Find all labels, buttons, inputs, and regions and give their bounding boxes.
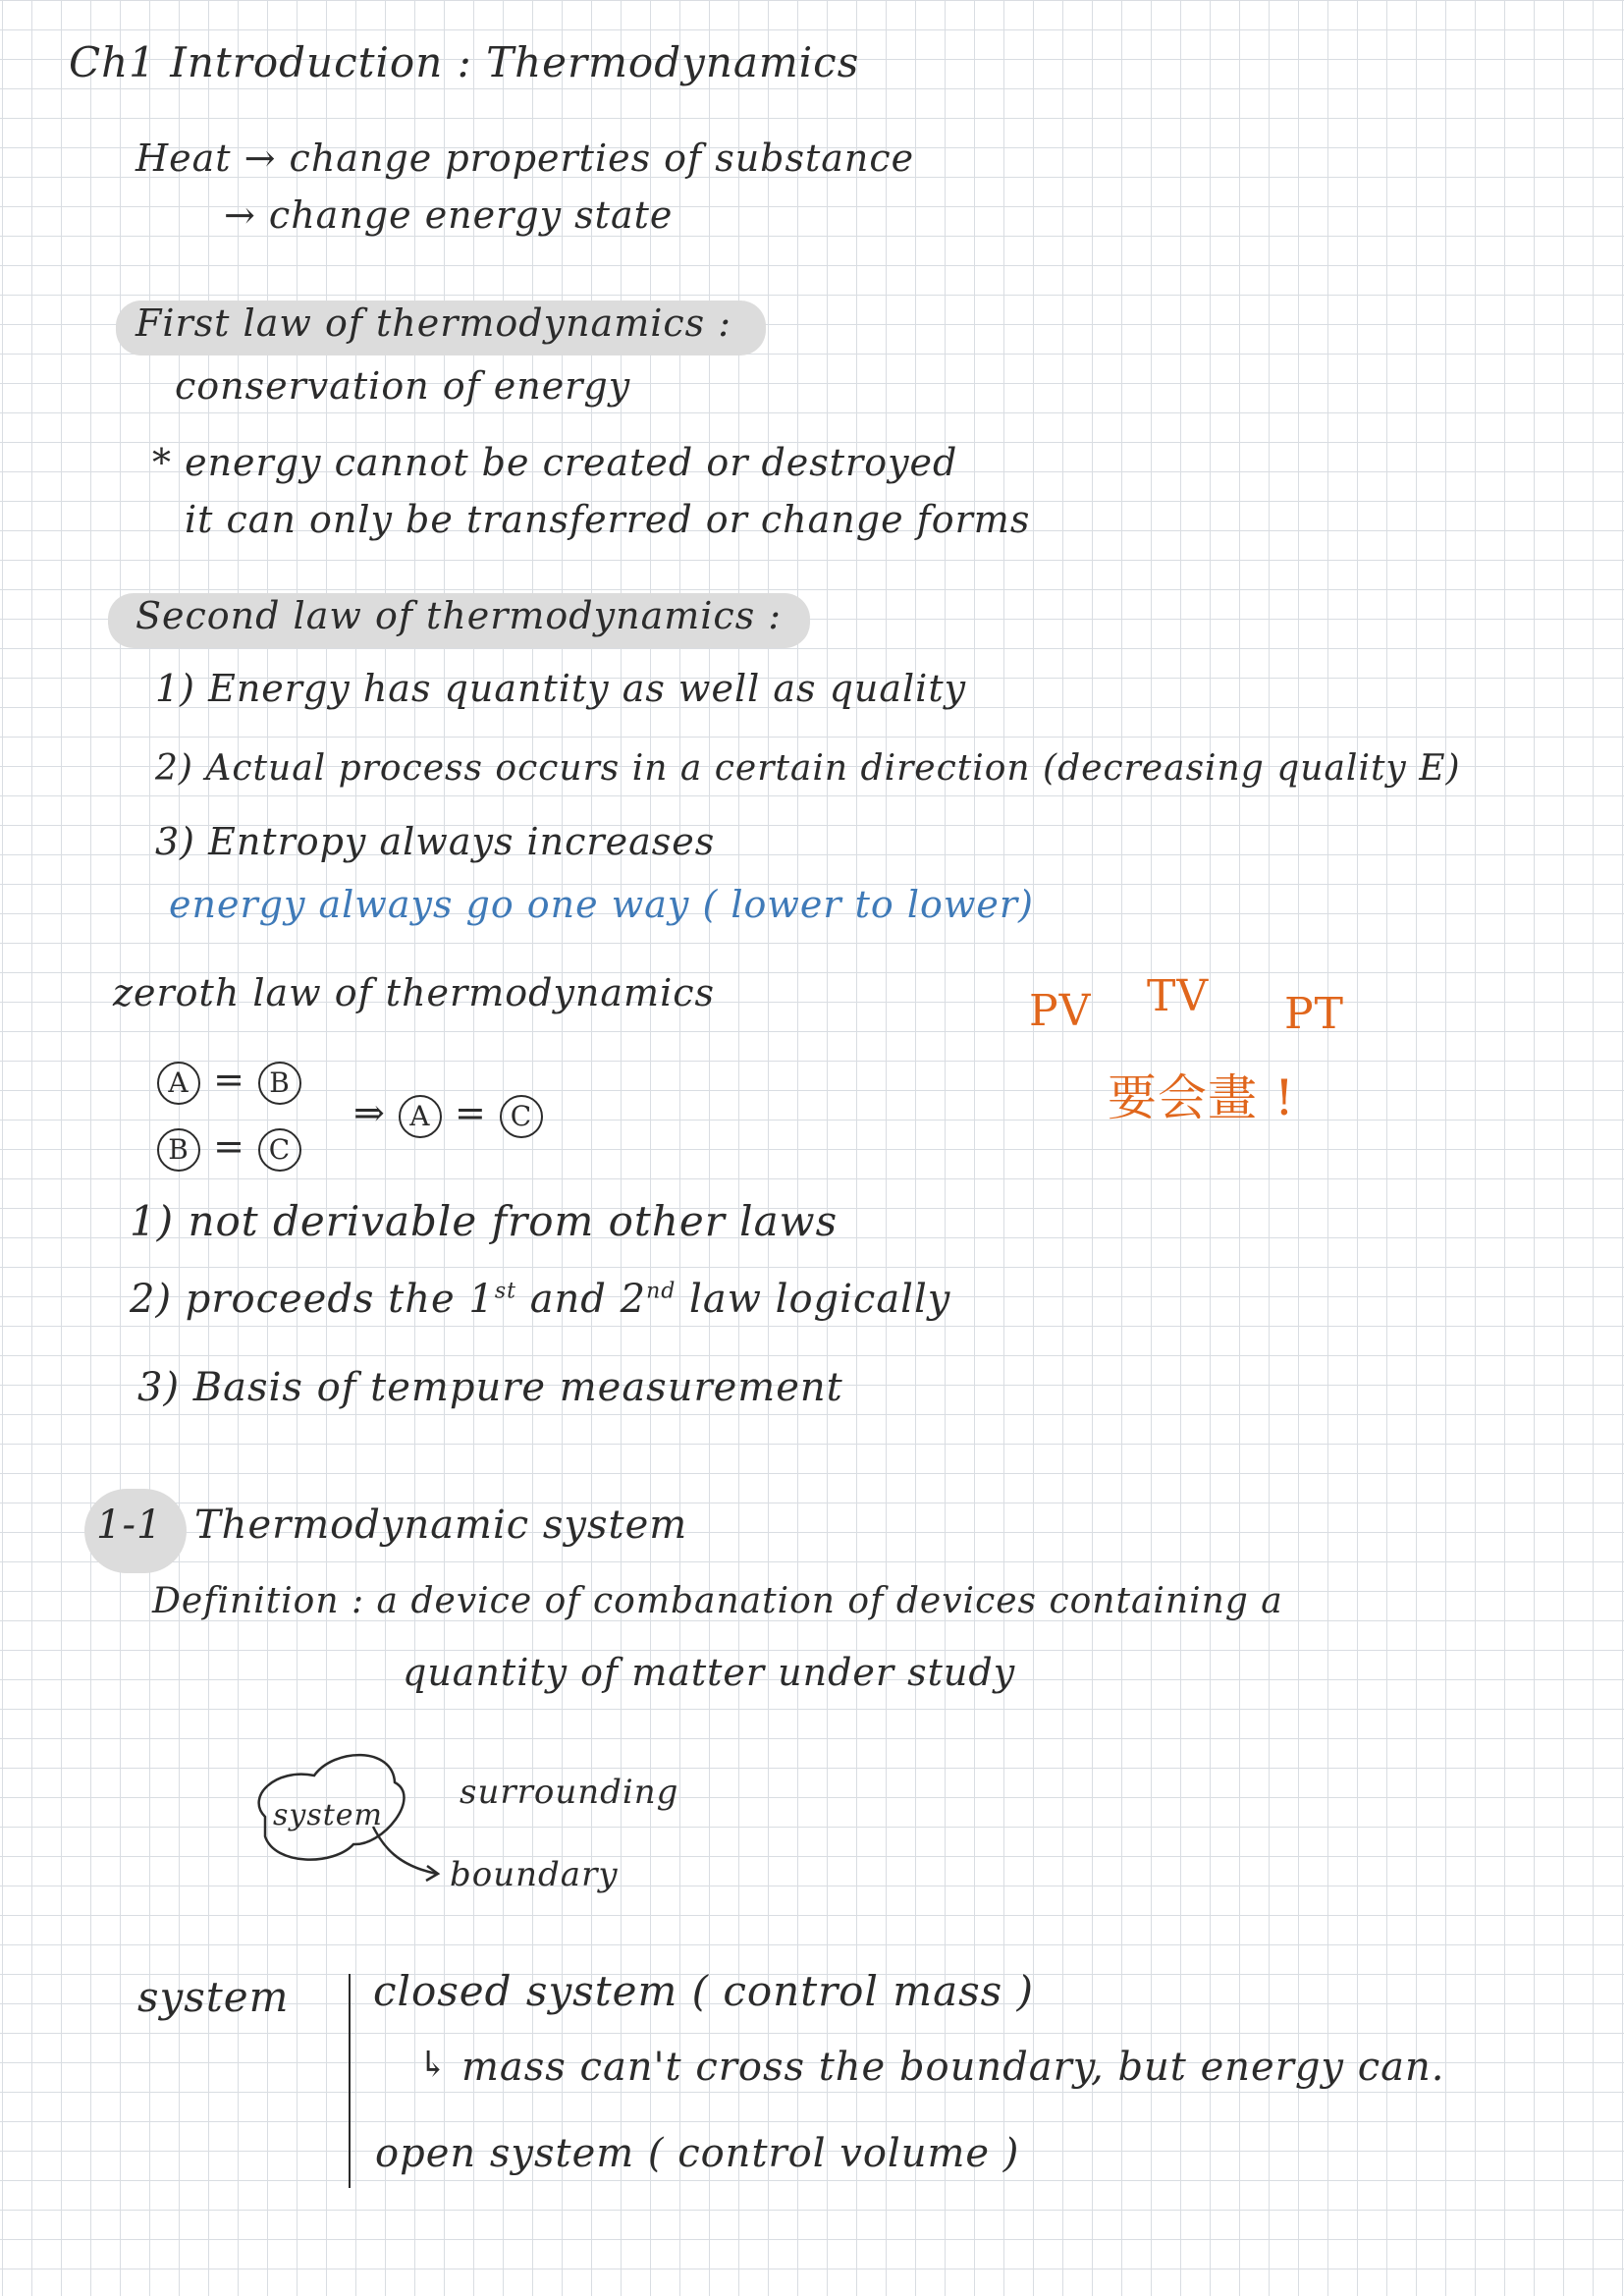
circle-b-2: B: [157, 1128, 200, 1172]
closed-system: closed system ( control mass ): [373, 1967, 1034, 2015]
open-system: open system ( control volume ): [375, 2131, 1020, 2176]
heat-line-1: Heat → change properties of substance: [135, 137, 915, 180]
section-definition-1: Definition : a device of combanation of devices containing a: [152, 1581, 1283, 1621]
first-law-heading: First law of thermodynamics :: [135, 301, 732, 345]
second-law-blue-note: energy always go one way ( lower to lower): [169, 883, 1034, 926]
zeroth-law-item-2: 2) proceeds the 1st and 2nd law logically: [130, 1277, 951, 1322]
circle-b-1: B: [258, 1062, 301, 1105]
first-law-note-2: it can only be transferred or change forms: [185, 498, 1031, 541]
section-definition-2: quantity of matter under study: [403, 1651, 1016, 1694]
implies-arrow-icon: ⇒: [353, 1091, 399, 1134]
diagram-surrounding-label: surrounding: [460, 1773, 679, 1812]
zeroth-eq-result: ⇒ A = C: [353, 1092, 543, 1138]
side-note-tv: TV: [1147, 971, 1210, 1021]
zeroth-law-item-1: 1) not derivable from other laws: [130, 1197, 839, 1245]
section-number: 1-1: [96, 1503, 163, 1548]
side-note-pt: PT: [1284, 989, 1344, 1039]
page-title: Ch1 Introduction : Thermodynamics: [69, 38, 860, 86]
heat-line-2: → change energy state: [224, 193, 674, 237]
sup-nd: nd: [646, 1279, 677, 1304]
circle-c-2: C: [500, 1095, 543, 1138]
first-law-subtitle: conservation of energy: [175, 364, 631, 408]
circle-c-1: C: [258, 1128, 301, 1172]
closed-system-note: mass can't cross the boundary, but energy can.: [461, 2045, 1445, 2090]
zeroth-eq-row-1: A = B: [157, 1059, 301, 1105]
circle-a-1: A: [157, 1062, 200, 1105]
zeroth-law-heading: zeroth law of thermodynamics: [113, 971, 716, 1014]
side-note-pv: PV: [1029, 986, 1092, 1036]
system-types-label: system: [137, 1973, 290, 2021]
system-types-brace: [349, 1974, 351, 2188]
diagram-boundary-label: boundary: [450, 1855, 619, 1894]
second-law-item-1: 1) Energy has quantity as well as quality: [155, 667, 967, 710]
zeroth-law-item-3: 3) Basis of tempure measurement: [137, 1365, 843, 1410]
second-law-item-2: 2) Actual process occurs in a certain direction (decreasing quality E): [155, 748, 1461, 789]
side-note-chinese: 要会畫 !: [1108, 1069, 1295, 1126]
diagram-system-label: system: [273, 1798, 383, 1832]
first-law-note-1: * energy cannot be created or destroyed: [152, 441, 958, 484]
section-heading: Thermodynamic system: [194, 1503, 688, 1548]
circle-a-2: A: [399, 1095, 442, 1138]
zeroth-eq-row-2: B = C: [157, 1125, 301, 1172]
sup-st: st: [494, 1279, 516, 1304]
second-law-heading: Second law of thermodynamics :: [135, 594, 783, 637]
closed-system-arrow: ↳: [418, 2045, 450, 2085]
second-law-item-3: 3) Entropy always increases: [155, 820, 716, 863]
